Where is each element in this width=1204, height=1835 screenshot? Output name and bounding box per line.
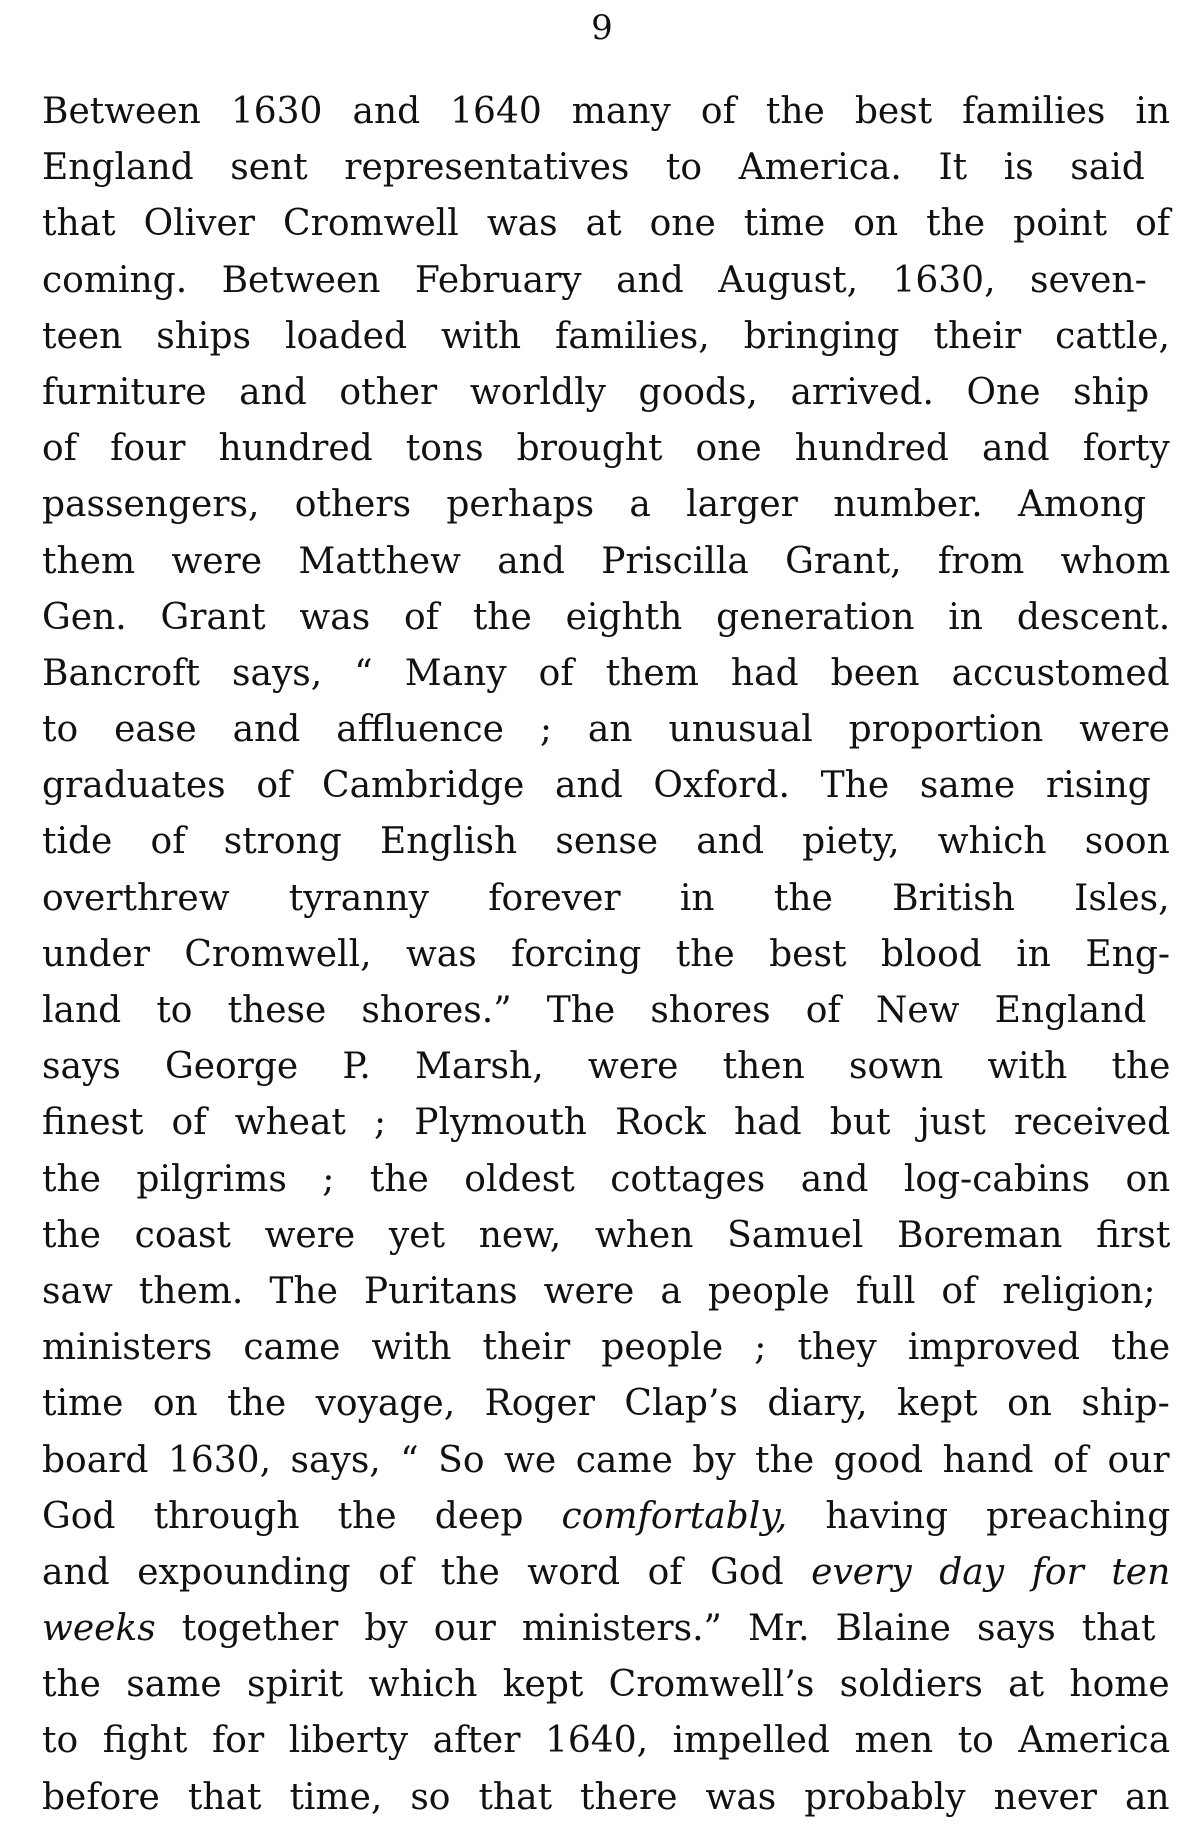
text-line [42, 365, 1170, 421]
text-segment: that Oliver Cromwell was at one time on the point of [42, 203, 1171, 245]
text-segment: tide of strong English sense and piety, which soon [42, 821, 1170, 863]
text-segment: them were Matthew and Priscilla Grant, from whom [42, 540, 1171, 582]
text-line [42, 309, 1170, 365]
text-line [42, 758, 1170, 814]
body-paragraph [42, 84, 1170, 1826]
text-segment: passengers, others perhaps a larger number. Among [42, 484, 1147, 526]
text-segment: says George P. Marsh, were then sown with the [42, 1046, 1171, 1088]
text-segment: and expounding of the word of God [42, 1551, 812, 1593]
text-segment: Gen. Grant was of the eighth generation in descent. [42, 596, 1171, 638]
text-segment: graduates of Cambridge and Oxford. The same rising [42, 765, 1151, 807]
text-line [42, 1713, 1170, 1769]
text-line [42, 196, 1170, 252]
text-line [42, 1208, 1170, 1264]
text-line [42, 1489, 1170, 1545]
text-segment: before that time, so that there was probably never an [42, 1776, 1170, 1818]
italic-text: comfortably, [561, 1495, 788, 1537]
text-segment: having preaching [787, 1495, 1171, 1537]
text-line [42, 534, 1170, 590]
text-segment: together by our ministers.” Mr. Blaine says that [155, 1608, 1156, 1650]
italic-text: every day for ten [811, 1551, 1171, 1593]
text-line [42, 702, 1170, 758]
text-segment: furniture and other worldly goods, arrived. One ship [42, 371, 1150, 413]
text-line [42, 1601, 1170, 1657]
text-line [42, 983, 1170, 1039]
text-line [42, 1376, 1170, 1432]
text-segment: board 1630, says, “ So we came by the good hand of our [42, 1439, 1170, 1481]
text-segment: the coast were yet new, when Samuel Boreman first [42, 1214, 1171, 1256]
text-line [42, 1264, 1170, 1320]
text-line [42, 140, 1170, 196]
text-segment: finest of wheat ; Plymouth Rock had but just received [42, 1102, 1171, 1144]
text-segment: overthrew tyranny forever in the British Isles, [42, 877, 1170, 919]
text-segment: saw them. The Puritans were a people full of religion; [42, 1270, 1156, 1312]
italic-text: weeks [42, 1608, 156, 1650]
text-segment: to fight for liberty after 1640, impelled men to America [42, 1720, 1171, 1762]
text-line [42, 477, 1170, 533]
text-segment: land to these shores.” The shores of New England [42, 990, 1147, 1031]
text-line [42, 1657, 1170, 1713]
text-segment: England sent representatives to America. It is said [42, 147, 1145, 189]
text-line [42, 1433, 1170, 1489]
text-segment: ministers came with their people ; they improved the [42, 1327, 1171, 1369]
text-segment: teen ships loaded with families, bringing their cattle, [42, 315, 1171, 357]
text-segment: of four hundred tons brought one hundred and forty [42, 428, 1170, 470]
text-line [42, 1152, 1170, 1208]
text-segment: time on the voyage, Roger Clap’s diary, kept on ship- [42, 1383, 1170, 1425]
text-line [42, 84, 1170, 140]
text-segment: the pilgrims ; the oldest cottages and log-cabins on [42, 1158, 1171, 1200]
text-line [42, 1039, 1170, 1095]
text-segment: God through the deep [42, 1495, 562, 1537]
text-segment: Bancroft says, “ Many of them had been accustomed [42, 652, 1170, 694]
text-line [42, 646, 1170, 702]
text-line [42, 814, 1170, 870]
text-segment: to ease and affluence ; an unusual proportion were [42, 709, 1170, 751]
text-line [42, 253, 1170, 309]
text-segment: coming. Between February and August, 1630, seven- [42, 259, 1147, 301]
text-line [42, 421, 1170, 477]
text-segment: under Cromwell, was forcing the best blood in Eng- [42, 933, 1171, 975]
text-line [42, 927, 1170, 983]
text-line [42, 1095, 1170, 1151]
text-line [42, 1545, 1170, 1601]
text-line [42, 1770, 1170, 1826]
text-line [42, 871, 1170, 927]
text-segment: Between 1630 and 1640 many of the best families in [42, 91, 1171, 132]
text-line [42, 1320, 1170, 1376]
page-number: 9 [591, 8, 613, 48]
text-segment: the same spirit which kept Cromwell’s soldiers at home [42, 1664, 1170, 1706]
text-line [42, 590, 1170, 646]
